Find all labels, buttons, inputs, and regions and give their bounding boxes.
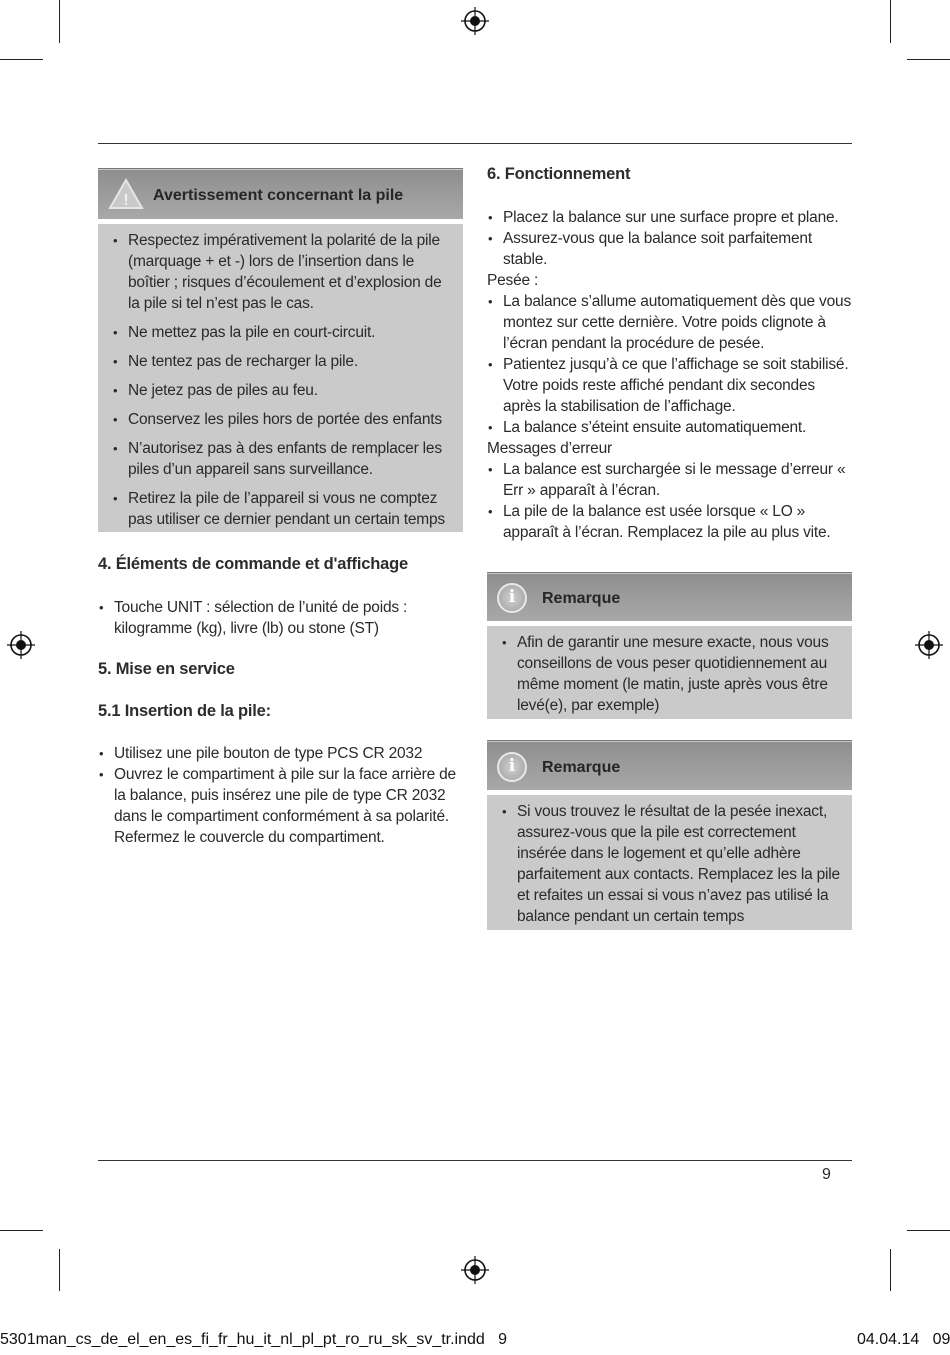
registration-mark [6, 630, 36, 660]
errors-label: Messages d’erreur [487, 440, 612, 457]
weighing-label: Pesée : [487, 272, 539, 289]
note-2-body [487, 795, 852, 930]
crop-mark [907, 59, 950, 60]
note-1-title: Remarque [542, 590, 621, 607]
note-2-header [487, 740, 852, 790]
list-item: • Afin de garantir une mesure exacte, nous vous conseillons de vous peser quotidiennement au même moment (le matin, juste après vous être levé(e), par exemple) [501, 632, 846, 716]
section-5-heading: 5. Mise en service [98, 660, 235, 678]
list-item: • Ne tentez pas de recharger la pile. [112, 351, 457, 372]
crop-mark [907, 1230, 950, 1231]
list-item: • La pile de la balance est usée lorsque « LO » apparaît à l’écran. Remplacez la pile au plus vite. [487, 501, 853, 543]
note-1-body [487, 626, 852, 719]
crop-mark [0, 1230, 43, 1231]
page-number: 9 [822, 1166, 831, 1183]
crop-mark [59, 1249, 60, 1291]
note-1-list [501, 632, 846, 716]
info-icon: i [497, 752, 527, 782]
svg-text:!: ! [123, 192, 129, 209]
list-item: • La balance est surchargée si le message d’erreur « Err » apparaît à l’écran. [487, 459, 853, 501]
section-6-errors-list [487, 459, 853, 543]
list-item: • Ne jetez pas de piles au feu. [112, 380, 457, 401]
list-item: • La balance s’allume automatiquement dès que vous montez sur cette dernière. Votre poids clignote à l’écran pendant la procédure de pesée. [487, 291, 853, 354]
warning-list [112, 230, 457, 538]
section-6-body [487, 207, 853, 543]
list-item: • Ne mettez pas la pile en court-circuit. [112, 322, 457, 343]
crop-mark [59, 0, 60, 43]
section-6-weighing-list [487, 291, 853, 438]
slug-filename: 5301man_cs_de_el_en_es_fi_fr_hu_it_nl_pl_pt_ro_ru_sk_sv_tr.indd 9 [0, 1331, 508, 1348]
section-5-1-list [98, 743, 458, 848]
header-rule [98, 143, 852, 144]
section-6-intro-list [487, 207, 853, 270]
crop-mark [890, 1249, 891, 1291]
section-6-heading: 6. Fonctionnement [487, 165, 631, 183]
registration-mark [460, 6, 490, 36]
section-4-heading: 4. Éléments de commande et d'affichage [98, 555, 408, 573]
list-item: • Touche UNIT : sélection de l’unité de poids : kilogramme (kg), livre (lb) ou stone (ST) [98, 597, 458, 639]
crop-mark [0, 59, 43, 60]
list-item: • Assurez-vous que la balance soit parfaitement stable. [487, 228, 853, 270]
registration-mark [460, 1255, 490, 1285]
info-icon: i [497, 583, 527, 613]
section-4-list [98, 597, 458, 639]
note-2-list [501, 801, 846, 927]
slug-date: 04.04.14 09 [857, 1331, 950, 1348]
note-2-title: Remarque [542, 759, 621, 776]
list-item: • Utilisez une pile bouton de type PCS CR 2032 [98, 743, 458, 764]
list-item: • Respectez impérativement la polarité de la pile (marquage + et -) lors de l’insertion dans le boîtier ; risques d’écoulement et d’explosion de la pile si tel n’est pas le cas. [112, 230, 457, 314]
list-item: • Si vous trouvez le résultat de la pesée inexact, assurez-vous que la pile est correctement insérée dans le logement et qu’elle adhère parfaitement aux contacts. Remplacez les la pile et refaites un essai si vous n’avez pas utilisé la balance pendant un certain temps [501, 801, 846, 927]
section-5-1-heading: 5.1 Insertion de la pile: [98, 702, 271, 720]
list-item: • La balance s’éteint ensuite automatiquement. [487, 417, 853, 438]
warning-box-title: Avertissement concernant la pile [153, 187, 404, 204]
list-item: • Retirez la pile de l’appareil si vous ne comptez pas utiliser ce dernier pendant un certain temps [112, 488, 457, 530]
list-item: • N’autorisez pas à des enfants de remplacer les piles d’un appareil sans surveillance. [112, 438, 457, 480]
list-item: • Patientez jusqu’à ce que l’affichage se soit stabilisé. Votre poids reste affiché pendant dix secondes après la stabilisation de l’affichage. [487, 354, 853, 417]
crop-mark [890, 0, 891, 43]
warning-box-header [98, 168, 463, 219]
note-1-header [487, 572, 852, 621]
list-item: • Conservez les piles hors de portée des enfants [112, 409, 457, 430]
footer-rule [98, 1160, 852, 1161]
warning-icon [108, 178, 144, 210]
warning-box-body [98, 224, 463, 532]
registration-mark [914, 630, 944, 660]
list-item: • Ouvrez le compartiment à pile sur la face arrière de la balance, puis insérez une pile de type CR 2032 dans le compartiment conformément à sa polarité. Refermez le couvercle du compartiment. [98, 764, 458, 848]
list-item: • Placez la balance sur une surface propre et plane. [487, 207, 853, 228]
